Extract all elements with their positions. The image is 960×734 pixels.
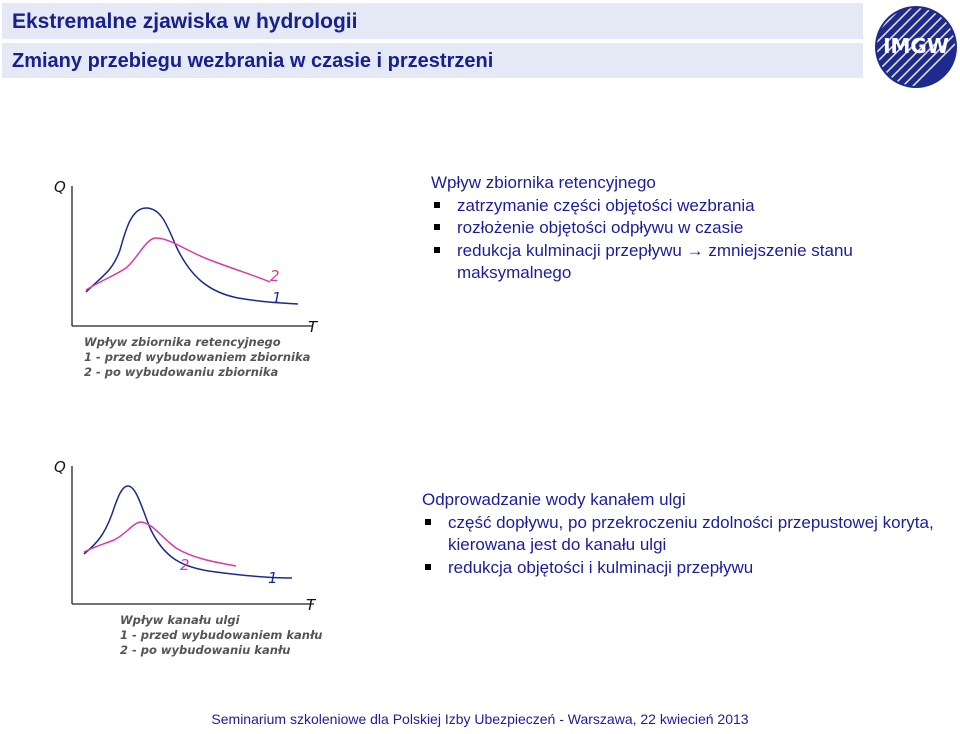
- reservoir-heading: Wpływ zbiornika retencyjnego: [431, 173, 656, 192]
- bullet-item: rozłożenie objętości odpływu w czasie: [431, 217, 931, 240]
- slide-title: Ekstremalne zjawiska w hydrologii: [12, 10, 358, 33]
- graph-caption-title: Wpływ zbiornika retencyjnego: [84, 335, 281, 349]
- reservoir-text-block: [431, 172, 931, 285]
- subtitle-bar: [2, 43, 863, 78]
- curve-1-label: 1: [272, 289, 282, 307]
- bullet-item: redukcja objętości i kulminacji przepływu: [422, 557, 942, 580]
- relief-channel-text-block: [422, 489, 942, 579]
- graph-caption-line: 2 - po wybudowaniu kanłu: [120, 643, 291, 657]
- title-bar: [2, 3, 863, 39]
- bullet-item: redukcja kulminacji przepływu → zmniejszenie stanu maksymalnego: [431, 240, 931, 285]
- x-axis-label: T: [306, 596, 316, 614]
- relief-channel-hydrograph: [40, 452, 340, 662]
- curve-2-label: 2: [180, 556, 190, 574]
- graph-caption-line: 1 - przed wybudowaniem zbiornika: [84, 350, 311, 364]
- y-axis-label: Q: [54, 458, 66, 476]
- slide-subtitle: Zmiany przebiegu wezbrania w czasie i przestrzeni: [12, 50, 494, 72]
- reservoir-hydrograph: [40, 172, 340, 384]
- footer-text: Seminarium szkoleniowe dla Polskiej Izby Ubezpieczeń - Warszawa, 22 kwiecień 2013: [211, 711, 749, 727]
- curve-2-label: 2: [270, 267, 280, 285]
- bullet-item: część dopływu, po przekroczeniu zdolności przepustowej koryta, kierowana jest do kanału ulgi: [422, 512, 942, 557]
- graph-caption-title: Wpływ kanału ulgi: [120, 613, 240, 627]
- curve-1-label: 1: [268, 569, 278, 587]
- relief-channel-bullet-list: [422, 512, 942, 580]
- y-axis-label: Q: [54, 178, 66, 196]
- bullet-item: zatrzymanie części objętości wezbrania: [431, 195, 931, 218]
- reservoir-bullet-list: [431, 195, 931, 285]
- x-axis-label: T: [308, 318, 318, 336]
- curve-1-before: [86, 208, 298, 304]
- graph-caption-line: 2 - po wybudowaniu zbiornika: [84, 365, 279, 379]
- relief-channel-heading: Odprowadzanie wody kanałem ulgi: [422, 490, 686, 509]
- graph-caption-line: 1 - przed wybudowaniem kanłu: [120, 628, 323, 642]
- imgw-logo: [874, 5, 958, 89]
- logo-text: IMGW: [883, 34, 949, 58]
